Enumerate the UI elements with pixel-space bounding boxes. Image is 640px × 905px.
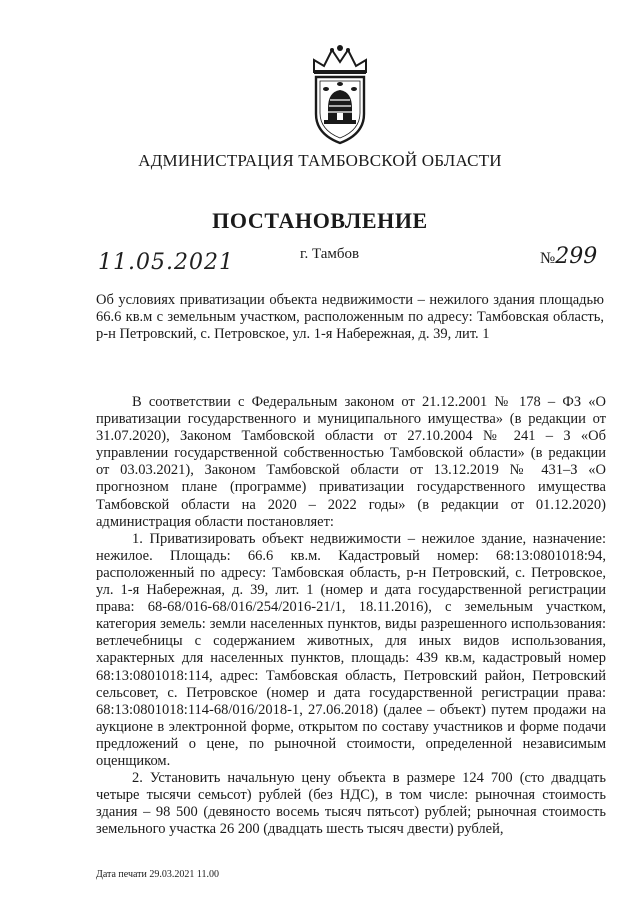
handwritten-number: 299 xyxy=(555,244,598,269)
document-subject: Об условиях приватизации объекта недвижимости – нежилого здания площадью 66.6 кв.м с земельным участком, расположенным по адресу: Тамбовская область, р-н Петровский, с. Петровское, ул. 1-я Набережная, д. 39, лит. 1 xyxy=(96,292,604,343)
document-number xyxy=(540,244,597,269)
number-prefix: № xyxy=(540,250,556,267)
coat-of-arms-graphic xyxy=(300,42,380,147)
handwritten-date: 11.05.2021 xyxy=(98,250,234,275)
body-paragraph: 1. Приватизировать объект недвижимости – нежилое здание, назначение: нежилое. Площадь: 66.6 кв.м. Кадастровый номер: 68:13:0801018:94, расположенный по адресу: Тамбовская область, р-н Петровский, с. Петровское, ул. 1-я Набережная, д. 39, лит. 1 (номер и дата государственной регистрации права: 68-68/016-68/016/254/2016-21/1, 18.11.2016), с земельным участком, категория земель: земли населенных пунктов, виды разрешенного использования: ветлечебницы с содержанием животных, для иных видов использования, характерных для населенных пунктов, площадь: 439 кв.м, кадастровый номер 68:13:0801018:114, адрес: Тамбовская область, Петровский район, Петровский сельсовет, с. Петровское (номер и дата государственной регистрации права: 68:13:0801018:114-68/016/2018-1, 27.06.2018) (далее – объект) путем продажи на аукционе в электронной форме, открытом по составу участников и форме подачи предложений о цене, по рыночной стоимости, определенной независимым оценщиком. xyxy=(96,530,606,769)
document-type-title: ПОСТАНОВЛЕНИЕ xyxy=(212,208,428,233)
city-label: г. Тамбов xyxy=(300,246,360,262)
document-body xyxy=(96,394,606,838)
print-date-footer: Дата печати 29.03.2021 11.00 xyxy=(96,869,220,880)
body-paragraph: 2. Установить начальную цену объекта в размере 124 700 (сто двадцать четыре тысячи семьсот) рублей (без НДС), в том числе: рыночная стоимость здания – 98 500 (девяносто восемь тысяч пятьсот) рублей; рыночная стоимость земельного участка 26 200 (двадцать шесть тысяч двести) рублей, xyxy=(96,770,606,838)
organization-title: АДМИНИСТРАЦИЯ ТАМБОВСКОЙ ОБЛАСТИ xyxy=(138,151,502,170)
body-paragraph: В соответствии с Федеральным законом от 21.12.2001 № 178 – ФЗ «О приватизации государственного и муниципального имущества» (в редакции от 31.07.2020), Законом Тамбовской области от 27.10.2004 № 241 – З «Об управлении государственной собственностью Тамбовской области» (в редакции от 03.03.2021), Законом Тамбовской области от 13.12.2019 № 431–З «О прогнозном плане (программе) приватизации государственного имущества Тамбовской области на 2020 – 2022 годы» (в редакции от 01.12.2020) администрация области постановляет: xyxy=(96,394,606,530)
coat-of-arms-icon xyxy=(300,42,380,147)
